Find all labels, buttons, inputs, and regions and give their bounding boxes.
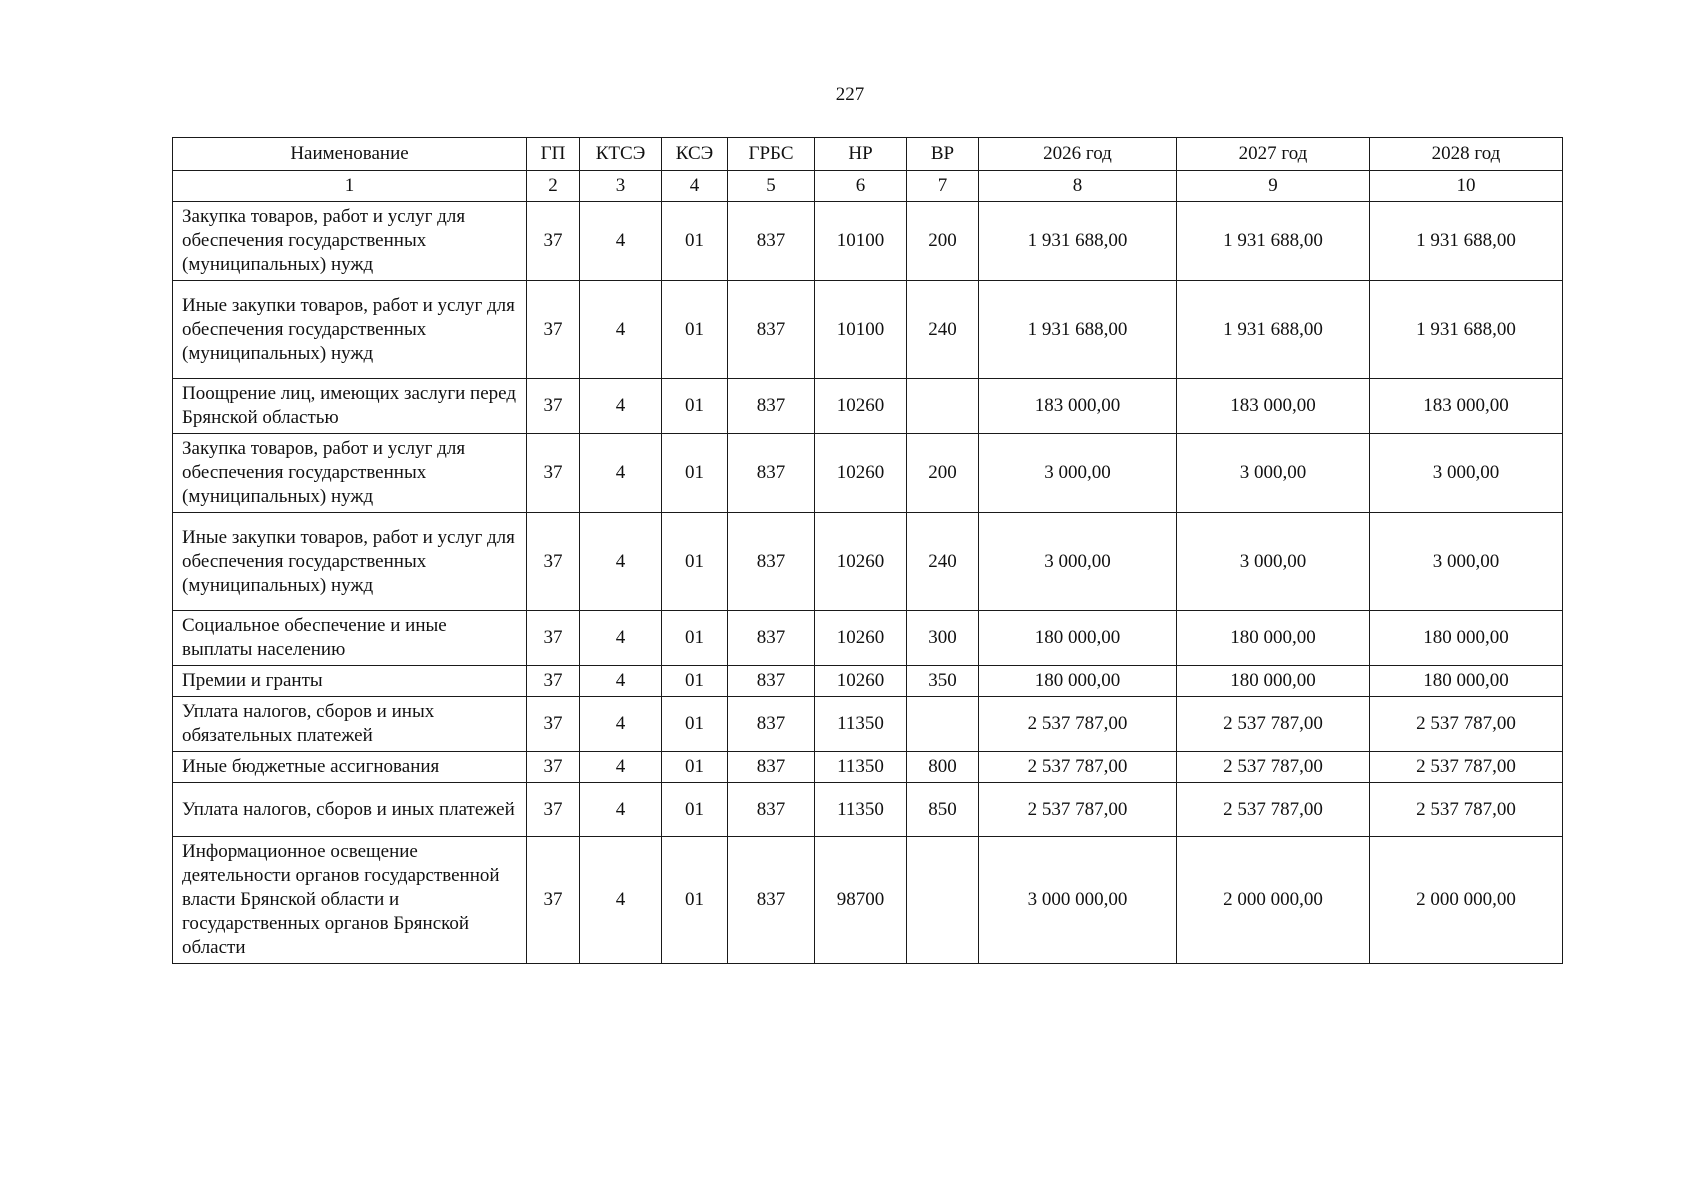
cell-grbs: 837 [728,513,815,611]
cell-2028: 1 931 688,00 [1370,202,1563,281]
cell-2026: 1 931 688,00 [979,281,1177,379]
table-row [173,281,1563,379]
cell-vr: 350 [907,666,979,697]
cell-name: Поощрение лиц, имеющих заслуги перед Брянской областью [173,379,527,434]
cell-grbs: 837 [728,281,815,379]
cell-vr [907,379,979,434]
cell-2026: 2 537 787,00 [979,783,1177,837]
cell-nr: 11350 [815,697,907,752]
cell-2028: 2 537 787,00 [1370,697,1563,752]
header-2028: 2028 год [1370,138,1563,171]
table-row [173,666,1563,697]
cell-vr [907,837,979,964]
cell-2026: 3 000,00 [979,513,1177,611]
cell-vr: 240 [907,513,979,611]
cell-kse: 01 [662,611,728,666]
cell-vr: 300 [907,611,979,666]
cell-kse: 01 [662,202,728,281]
cell-nr: 11350 [815,752,907,783]
cell-ktse: 4 [580,837,662,964]
cell-kse: 01 [662,783,728,837]
cell-nr: 10100 [815,202,907,281]
table-row [173,697,1563,752]
table-row [173,611,1563,666]
cell-nr: 10100 [815,281,907,379]
cell-2026: 180 000,00 [979,611,1177,666]
cell-2027: 180 000,00 [1177,611,1370,666]
column-number: 5 [728,171,815,202]
table-row [173,752,1563,783]
cell-2026: 3 000,00 [979,434,1177,513]
cell-2028: 3 000,00 [1370,513,1563,611]
cell-kse: 01 [662,379,728,434]
cell-grbs: 837 [728,666,815,697]
cell-grbs: 837 [728,837,815,964]
cell-2026: 1 931 688,00 [979,202,1177,281]
header-kse: КСЭ [662,138,728,171]
cell-2028: 180 000,00 [1370,666,1563,697]
cell-gp: 37 [527,379,580,434]
table-row [173,434,1563,513]
header-vr: ВР [907,138,979,171]
cell-name: Уплата налогов, сборов и иных платежей [173,783,527,837]
cell-2028: 2 000 000,00 [1370,837,1563,964]
cell-vr [907,697,979,752]
cell-kse: 01 [662,513,728,611]
cell-ktse: 4 [580,281,662,379]
cell-ktse: 4 [580,202,662,281]
cell-kse: 01 [662,697,728,752]
cell-2026: 3 000 000,00 [979,837,1177,964]
cell-kse: 01 [662,666,728,697]
cell-name: Иные закупки товаров, работ и услуг для обеспечения государственных (муниципальных) нужд [173,513,527,611]
cell-grbs: 837 [728,202,815,281]
column-number-row [173,171,1563,202]
cell-2028: 3 000,00 [1370,434,1563,513]
cell-2027: 180 000,00 [1177,666,1370,697]
header-2027: 2027 год [1177,138,1370,171]
column-number: 4 [662,171,728,202]
cell-kse: 01 [662,281,728,379]
cell-gp: 37 [527,837,580,964]
cell-name: Закупка товаров, работ и услуг для обеспечения государственных (муниципальных) нужд [173,434,527,513]
cell-2028: 2 537 787,00 [1370,752,1563,783]
column-number: 2 [527,171,580,202]
cell-vr: 200 [907,434,979,513]
cell-ktse: 4 [580,666,662,697]
cell-vr: 850 [907,783,979,837]
cell-2026: 2 537 787,00 [979,752,1177,783]
cell-vr: 200 [907,202,979,281]
budget-table [172,137,1563,964]
table-row [173,513,1563,611]
cell-2027: 1 931 688,00 [1177,202,1370,281]
header-ktse: КТСЭ [580,138,662,171]
cell-2028: 2 537 787,00 [1370,783,1563,837]
table-row [173,837,1563,964]
cell-gp: 37 [527,697,580,752]
cell-2027: 2 537 787,00 [1177,783,1370,837]
cell-gp: 37 [527,783,580,837]
cell-2028: 180 000,00 [1370,611,1563,666]
table-row [173,783,1563,837]
cell-gp: 37 [527,752,580,783]
cell-name: Закупка товаров, работ и услуг для обеспечения государственных (муниципальных) нужд [173,202,527,281]
column-number: 9 [1177,171,1370,202]
cell-name: Премии и гранты [173,666,527,697]
cell-nr: 11350 [815,783,907,837]
cell-ktse: 4 [580,434,662,513]
header-row [173,138,1563,171]
cell-name: Информационное освещение деятельности органов государственной власти Брянской области и государственных органов Брянской области [173,837,527,964]
cell-2027: 2 537 787,00 [1177,752,1370,783]
cell-gp: 37 [527,611,580,666]
cell-2026: 180 000,00 [979,666,1177,697]
cell-gp: 37 [527,434,580,513]
cell-ktse: 4 [580,611,662,666]
cell-ktse: 4 [580,697,662,752]
cell-nr: 10260 [815,666,907,697]
header-nr: НР [815,138,907,171]
table-row [173,202,1563,281]
cell-gp: 37 [527,513,580,611]
cell-grbs: 837 [728,379,815,434]
cell-vr: 240 [907,281,979,379]
cell-ktse: 4 [580,513,662,611]
cell-nr: 10260 [815,611,907,666]
cell-nr: 10260 [815,379,907,434]
cell-name: Уплата налогов, сборов и иных обязательных платежей [173,697,527,752]
cell-ktse: 4 [580,379,662,434]
cell-2026: 2 537 787,00 [979,697,1177,752]
cell-kse: 01 [662,752,728,783]
cell-gp: 37 [527,202,580,281]
cell-grbs: 837 [728,611,815,666]
cell-ktse: 4 [580,752,662,783]
column-number: 1 [173,171,527,202]
column-number: 3 [580,171,662,202]
table-row [173,379,1563,434]
header-grbs: ГРБС [728,138,815,171]
cell-2028: 183 000,00 [1370,379,1563,434]
cell-2026: 183 000,00 [979,379,1177,434]
cell-2027: 3 000,00 [1177,434,1370,513]
cell-nr: 10260 [815,434,907,513]
header-2026: 2026 год [979,138,1177,171]
cell-2028: 1 931 688,00 [1370,281,1563,379]
cell-grbs: 837 [728,752,815,783]
cell-grbs: 837 [728,434,815,513]
cell-nr: 98700 [815,837,907,964]
cell-2027: 3 000,00 [1177,513,1370,611]
cell-2027: 1 931 688,00 [1177,281,1370,379]
cell-ktse: 4 [580,783,662,837]
column-number: 7 [907,171,979,202]
column-number: 10 [1370,171,1563,202]
cell-vr: 800 [907,752,979,783]
cell-gp: 37 [527,666,580,697]
header-name: Наименование [173,138,527,171]
cell-name: Социальное обеспечение и иные выплаты населению [173,611,527,666]
column-number: 8 [979,171,1177,202]
cell-name: Иные закупки товаров, работ и услуг для обеспечения государственных (муниципальных) нужд [173,281,527,379]
cell-grbs: 837 [728,783,815,837]
cell-name: Иные бюджетные ассигнования [173,752,527,783]
cell-kse: 01 [662,837,728,964]
cell-2027: 2 000 000,00 [1177,837,1370,964]
page-number: 227 [835,84,865,105]
cell-2027: 2 537 787,00 [1177,697,1370,752]
column-number: 6 [815,171,907,202]
header-gp: ГП [527,138,580,171]
cell-kse: 01 [662,434,728,513]
cell-nr: 10260 [815,513,907,611]
cell-gp: 37 [527,281,580,379]
cell-grbs: 837 [728,697,815,752]
cell-2027: 183 000,00 [1177,379,1370,434]
